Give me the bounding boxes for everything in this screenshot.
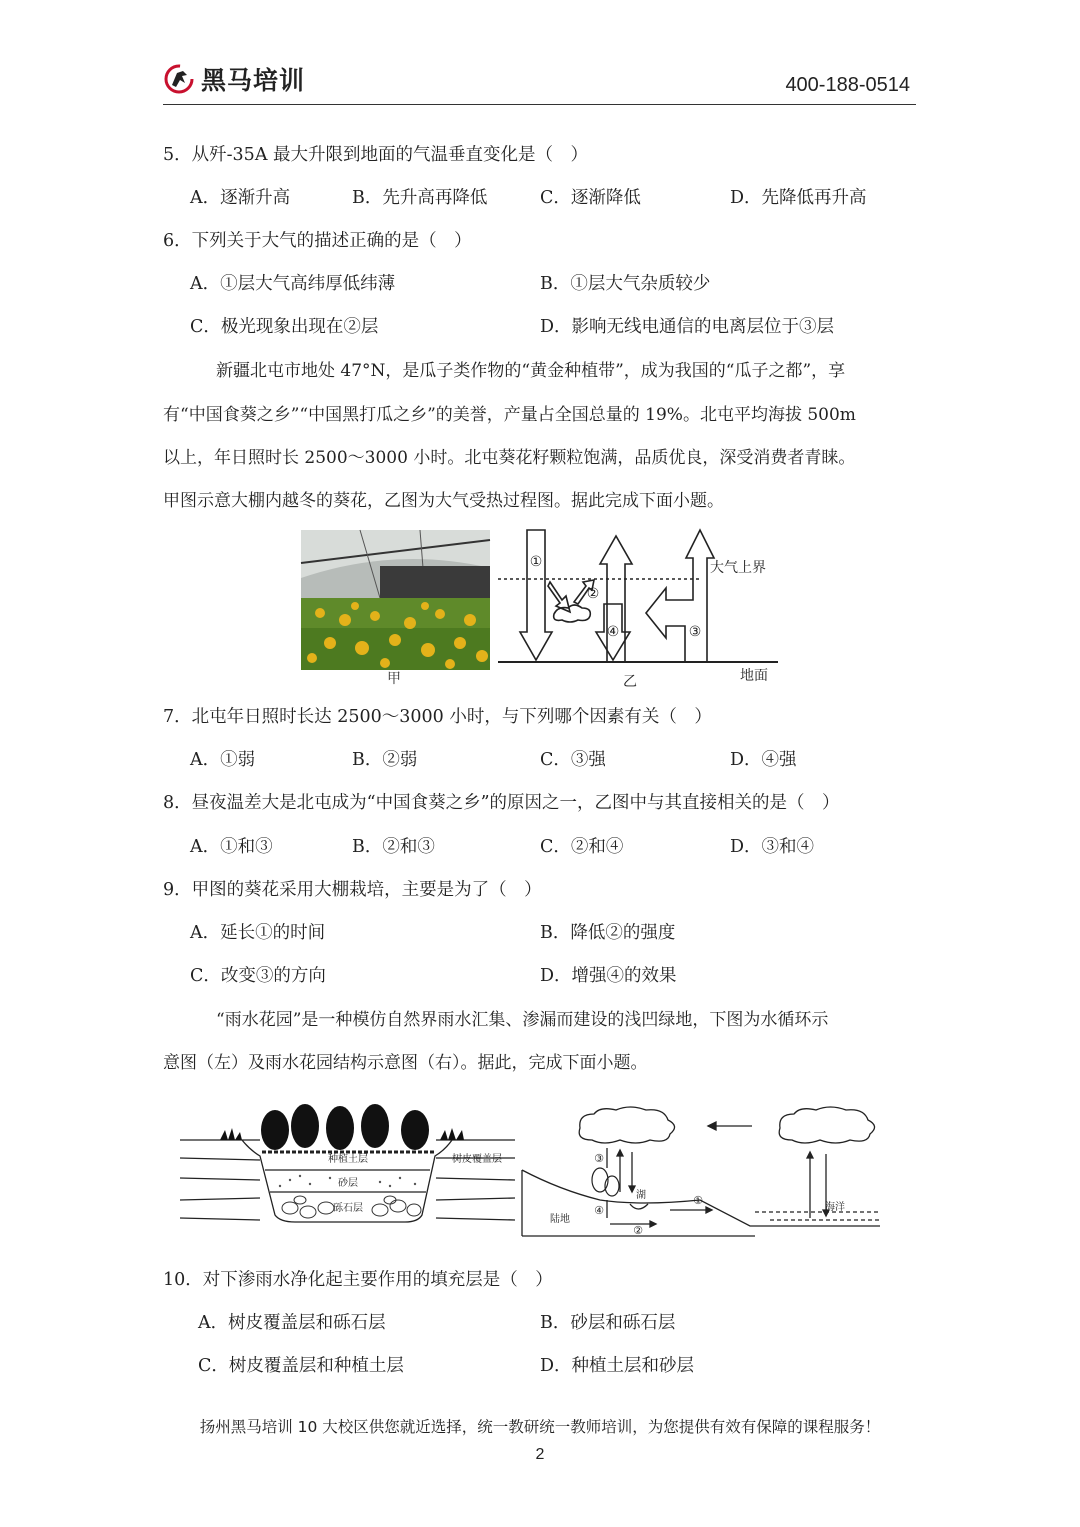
question-9-option-d: D．增强④的效果 bbox=[540, 966, 677, 986]
question-8-stem: 8．昼夜温差大是北屯成为“中国食葵之乡”的原因之一，乙图中与其直接相关的是（ ） bbox=[163, 793, 840, 813]
page-number: 2 bbox=[535, 1446, 545, 1463]
question-5-option-c: C．逐渐降低 bbox=[540, 188, 641, 208]
label-sand-layer: 砂层 bbox=[338, 1178, 358, 1189]
question-10-option-c: C．树皮覆盖层和种植土层 bbox=[198, 1356, 404, 1376]
question-10-stem: 10．对下渗雨水净化起主要作用的填充层是（ ） bbox=[163, 1270, 553, 1290]
passage-2-line-1: “雨水花园”是一种模仿自然界雨水汇集、渗漏而建设的浅凹绿地，下图为水循环示 bbox=[216, 1010, 829, 1030]
question-6-option-a: A．①层大气高纬厚低纬薄 bbox=[190, 274, 396, 294]
label-ground: 地面 bbox=[740, 668, 768, 684]
garden-plants bbox=[220, 1104, 464, 1150]
passage-1-line-4: 甲图示意大棚内越冬的葵花，乙图为大气受热过程图。据此完成下面小题。 bbox=[163, 491, 724, 511]
question-8-option-d: D．③和④ bbox=[730, 837, 815, 857]
question-7-option-d: D．④强 bbox=[730, 750, 797, 770]
label-ocean: 海洋 bbox=[825, 1202, 845, 1213]
question-10-option-a: A．树皮覆盖层和砾石层 bbox=[198, 1313, 386, 1333]
question-7-option-a: A．①弱 bbox=[190, 750, 256, 770]
label-gravel-layer: 砾石层 bbox=[333, 1203, 363, 1214]
label-n3: ③ bbox=[688, 624, 702, 640]
label-cycle-n4: ④ bbox=[594, 1204, 604, 1217]
label-n2: ② bbox=[586, 586, 600, 602]
question-9-option-a: A．延长①的时间 bbox=[190, 923, 326, 943]
figure-label-jia: 甲 bbox=[387, 671, 401, 687]
question-5-option-d: D．先降低再升高 bbox=[730, 188, 867, 208]
figure-rain-garden-water-cycle bbox=[180, 1100, 900, 1242]
header-divider bbox=[163, 104, 916, 105]
question-8-option-b: B．②和③ bbox=[352, 837, 435, 857]
label-atmosphere-top: 大气上界 bbox=[710, 560, 766, 576]
question-6-option-b: B．①层大气杂质较少 bbox=[540, 274, 711, 294]
question-8-option-c: C．②和④ bbox=[540, 837, 624, 857]
question-5-stem: 5．从歼-35A 最大升限到地面的气温垂直变化是（ ） bbox=[163, 145, 589, 165]
label-lake: 湖 bbox=[636, 1190, 646, 1201]
horse-logo-icon bbox=[163, 63, 197, 95]
question-9-option-c: C．改变③的方向 bbox=[190, 966, 326, 986]
footer-slogan: 扬州黑马培训 10 大校区供您就近选择，统一教研统一教师培训，为您提供有效有保障的课程服务！ bbox=[199, 1418, 881, 1436]
label-cycle-n3: ③ bbox=[594, 1152, 604, 1165]
greenhouse-sunflower-photo bbox=[301, 530, 490, 670]
label-bark-layer: 树皮覆盖层 bbox=[452, 1154, 502, 1165]
question-9-option-b: B．降低②的强度 bbox=[540, 923, 676, 943]
passage-1-line-3: 以上，年日照时长 2500～3000 小时。北屯葵花籽颗粒饱满，品质优良，深受消费者青睐。 bbox=[163, 448, 856, 468]
question-10-option-d: D．种植土层和砂层 bbox=[540, 1356, 695, 1376]
label-n4: ④ bbox=[606, 624, 620, 640]
question-8-option-a: A．①和③ bbox=[190, 837, 273, 857]
question-7-option-b: B．②弱 bbox=[352, 750, 418, 770]
figure-label-yi: 乙 bbox=[623, 674, 637, 690]
question-6-option-c: C．极光现象出现在②层 bbox=[190, 317, 379, 337]
question-6-stem: 6．下列关于大气的描述正确的是（ ） bbox=[163, 231, 472, 251]
question-5-option-b: B．先升高再降低 bbox=[352, 188, 488, 208]
trees bbox=[592, 1168, 619, 1196]
label-soil-layer: 种植土层 bbox=[328, 1154, 368, 1165]
question-7-option-c: C．③强 bbox=[540, 750, 606, 770]
question-9-stem: 9．甲图的葵花采用大棚栽培，主要是为了（ ） bbox=[163, 880, 542, 900]
brand-logo bbox=[163, 62, 305, 96]
passage-1-line-2: 有“中国食葵之乡”“中国黑打瓜之乡”的美誉，产量占全国总量的 19%。北屯平均海拔 500m bbox=[163, 405, 856, 425]
passage-1-line-1: 新疆北屯市地处 47°N，是瓜子类作物的“黄金种植带”，成为我国的“瓜子之都”，享 bbox=[216, 361, 846, 381]
phone-number: 400-188-0514 bbox=[785, 74, 910, 96]
label-n1: ① bbox=[529, 554, 543, 570]
question-6-option-d: D．影响无线电通信的电离层位于③层 bbox=[540, 317, 835, 337]
passage-2-line-2: 意图（左）及雨水花园结构示意图（右）。据此，完成下面小题。 bbox=[163, 1053, 648, 1073]
water-cycle-diagram bbox=[522, 1107, 880, 1236]
brand-name: 黑马培训 bbox=[201, 66, 306, 95]
question-10-option-b: B．砂层和砾石层 bbox=[540, 1313, 676, 1333]
question-7-stem: 7．北屯年日照时长达 2500～3000 小时，与下列哪个因素有关（ ） bbox=[163, 707, 712, 727]
label-cycle-n1: ① bbox=[693, 1194, 703, 1207]
label-land: 陆地 bbox=[550, 1214, 570, 1225]
heating-process-diagram bbox=[498, 530, 778, 662]
figure-atmosphere-heating bbox=[300, 528, 780, 690]
label-cycle-n2: ② bbox=[633, 1224, 643, 1237]
question-5-option-a: A．逐渐升高 bbox=[190, 188, 291, 208]
